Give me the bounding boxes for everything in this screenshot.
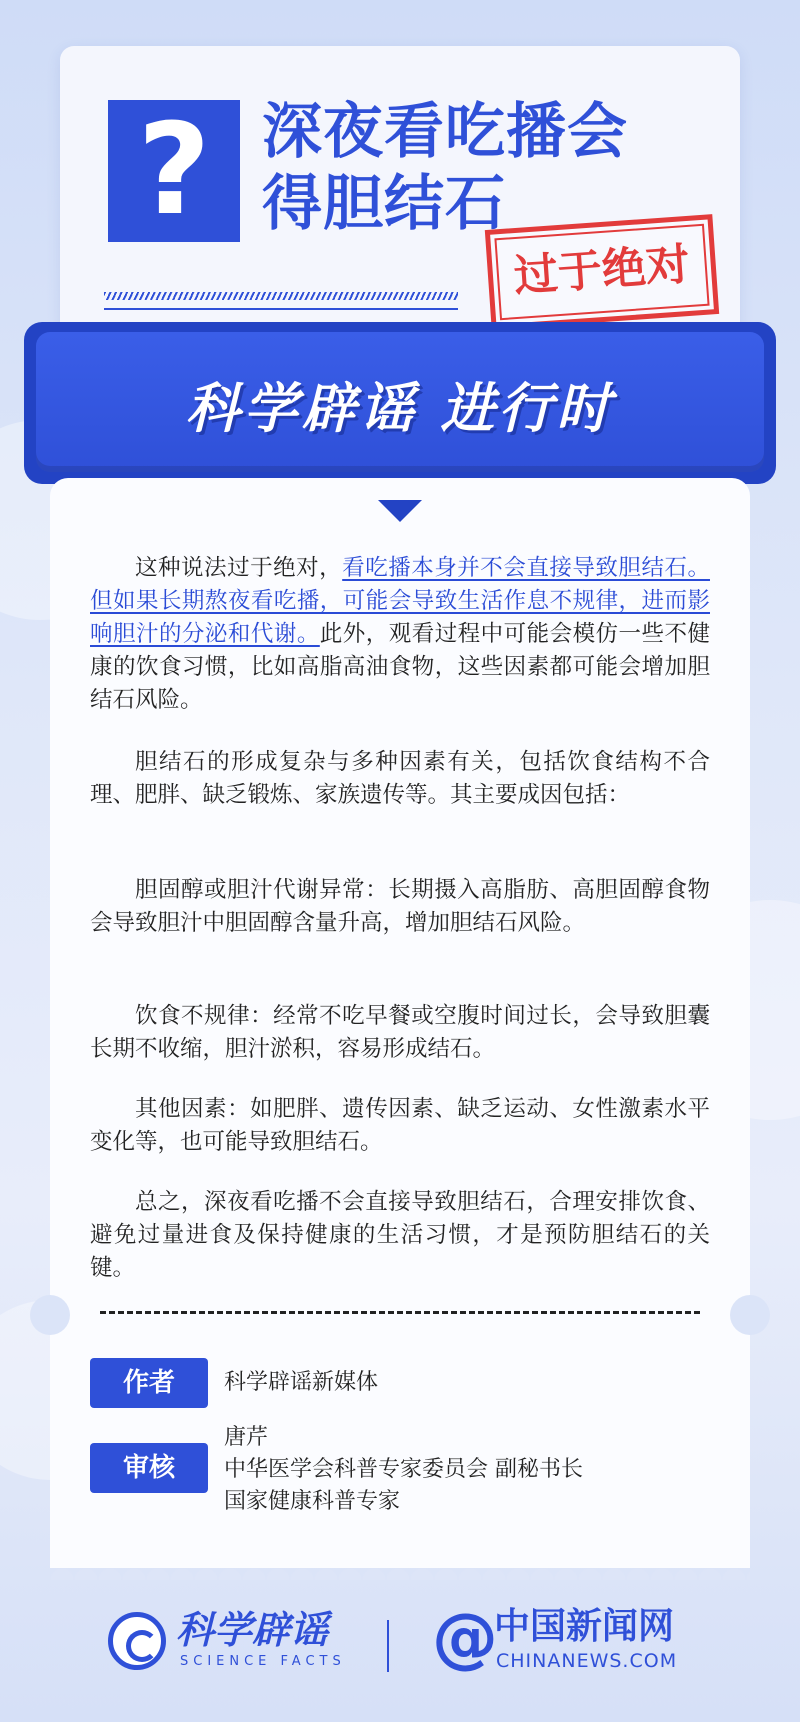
paragraph-1 — [90, 552, 710, 717]
paragraph-1-start: 这种说法过于绝对， — [135, 555, 343, 581]
paragraph-1-highlight: 看吃播本身并不会直接导致胆结石。但如果长期熬夜看吃播，可能会导致生活作息不规律，进而影响胆汁的分泌和代谢。 — [90, 555, 710, 647]
title-line-2: 得胆结石 — [262, 169, 506, 239]
chinanews-logo — [432, 1600, 712, 1680]
science-facts-logo-cn: 科学辟谣 — [176, 1608, 329, 1652]
paragraph-4: 饮食不规律：经常不吃早餐或空腹时间过长，会导致胆囊长期不收缩，胆汁淤积，容易形成结石。 — [90, 1003, 710, 1062]
ticket-notch-left — [30, 1295, 70, 1335]
author-value: 科学辟谣新媒体 — [224, 1370, 379, 1395]
stamp-text: 过于绝对 — [512, 238, 692, 303]
reviewer-title-2: 国家健康科普专家 — [224, 1489, 401, 1514]
title-line-1: 深夜看吃播会 — [262, 97, 628, 167]
science-facts-logo-icon — [108, 1612, 166, 1670]
science-facts-logo — [108, 1604, 354, 1676]
science-facts-logo-en: SCIENCE FACTS — [180, 1654, 346, 1669]
ticket-scalloped-edge — [50, 1556, 750, 1580]
chinanews-logo-en: CHINANEWS.COM — [496, 1650, 678, 1672]
reviewer-title-1: 中华医学会科普专家委员会 副秘书长 — [224, 1457, 583, 1482]
down-arrow-icon — [378, 500, 422, 522]
banner-title: 科学辟谣 进行时 — [185, 377, 615, 440]
author-label: 作者 — [90, 1358, 208, 1408]
question-mark-icon: ? — [137, 96, 211, 243]
hatch-decoration — [104, 292, 458, 300]
paragraph-5: 其他因素：如肥胖、遗传因素、缺乏运动、女性激素水平变化等，也可能导致胆结石。 — [90, 1096, 710, 1155]
at-sign-icon: @ — [432, 1599, 498, 1676]
paragraph-3: 胆固醇或胆汁代谢异常：长期摄入高脂肪、高胆固醇食物会导致胆汁中胆固醇含量升高，增加胆结石风险。 — [90, 877, 710, 936]
paragraph-2: 胆结石的形成复杂与多种因素有关，包括饮食结构不合理、肥胖、缺乏锻炼、家族遗传等。其主要成因包括： — [90, 749, 710, 808]
reviewer-label: 审核 — [90, 1443, 208, 1493]
paragraph-1-end: 此外，观看过程中可能会模仿一些不健康的饮食习惯，比如高脂高油食物，这些因素都可能会增加胆结石风险。 — [90, 621, 710, 713]
dashed-separator — [100, 1311, 700, 1314]
banner — [36, 332, 764, 472]
question-box — [108, 96, 240, 243]
verdict-stamp — [485, 214, 719, 330]
ticket-notch-right — [730, 1295, 770, 1335]
chinanews-logo-cn: 中国新闻网 — [494, 1606, 675, 1647]
reviewer-name: 唐芹 — [224, 1425, 269, 1450]
divider-line — [104, 308, 458, 310]
footer-divider — [387, 1620, 389, 1672]
reviewer-info — [224, 1422, 583, 1518]
paragraph-6: 总之，深夜看吃播不会直接导致胆结石，合理安排饮食、避免过量进食及保持健康的生活习惯，才是预防胆结石的关键。 — [90, 1189, 710, 1281]
